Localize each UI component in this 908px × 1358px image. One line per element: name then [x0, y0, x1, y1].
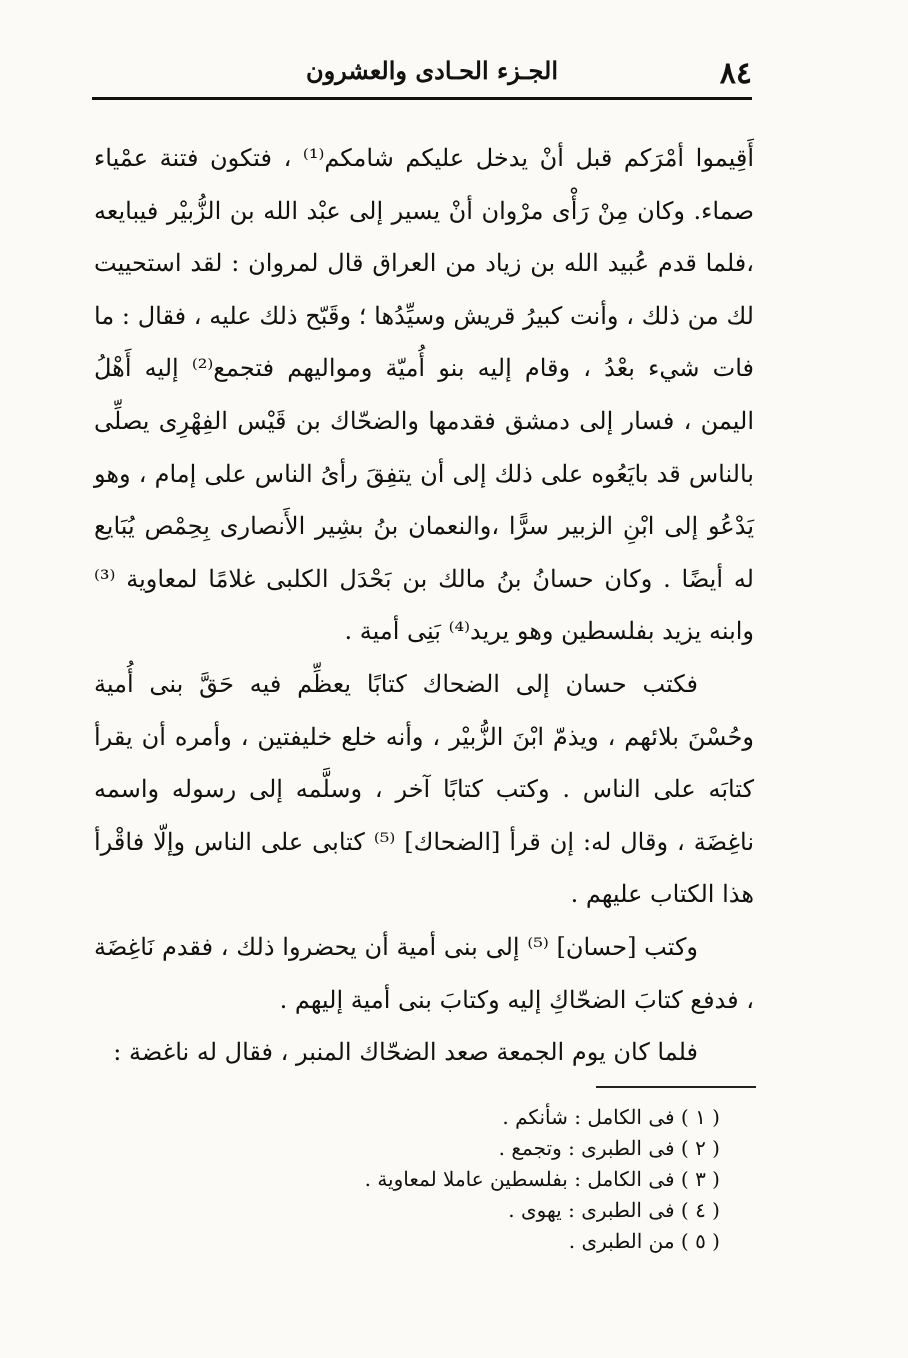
footnote-3: ( ٣ ) فى الكامل : بفلسطين عاملا لمعاوية .	[364, 1167, 720, 1191]
footnote-divider	[596, 1086, 756, 1088]
running-title: الجـزء الحـادى والعشرون	[305, 56, 559, 85]
footnote-1: ( ١ ) فى الكامل : شأنكم .	[502, 1105, 720, 1129]
footnote-2: ( ٢ ) فى الطبرى : وتجمع .	[498, 1136, 720, 1160]
paragraph-4: فلما كان يوم الجمعة صعد الضحّاك المنبر ، فقال له ناغضة :	[113, 1038, 698, 1067]
paragraph-2: فكتب حسان إلى الضحاك كتابًا يعظِّم فيه حَقَّ بنى أُمية وحُسْنَ بلائهم ، ويذمّ ابْنَ الزُّبيْر ، وأنه خلع خليفتين ، وأمره أن يقرأ كتابَه على الناس . وكتب كتابًا آخر ، وسلَّمه إلى رسوله واسمه ناغِضَة ، وقال له: إن قرأ [الضحاك] ⁽⁵⁾ كتابى على الناس وإلّا فاقْرأ هذا الكتاب عليهم .	[94, 669, 755, 909]
header-divider	[92, 97, 752, 100]
main-text	[94, 132, 754, 1079]
paragraph-3: وكتب [حسان] ⁽⁵⁾ إلى بنى أمية أن يحضروا ذلك ، فقدم نَاغِضَة ، فدفع كتابَ الضحّاكِ إليه وكتابَ بنى أمية إليهم .	[94, 932, 754, 1014]
page-number: ٨٤	[719, 56, 752, 91]
page-header	[92, 50, 752, 96]
paragraph-1: أَقِيموا أمْرَكم قبل أنْ يدخل عليكم شامكم⁽¹⁾ ، فتكون فتنة عمْياء صماء. وكان مِنْ رَأْى مرْوان أنْ يسير إلى عبْد الله بن الزُّبيْر فيبايعه ،فلما قدم عُبيد الله بن زياد من العراق قال لمروان : لقد استحييت لك من ذلك ، وأنت كبيرُ قريش وسيِّدُها ؛ وقَبّح ذلك عليه ، فقال : ما فات شيء بعْدُ ، وقام إليه بنو أُميّة ومواليهم فتجمع⁽²⁾ إليه أَهْلُ اليمن ، فسار إلى دمشق فقدمها والضحّاك بن قَيْس الفِهْرِى يصلِّى بالناس قد بايَعُوه على ذلك إلى أن يتفِقَ رأىُ الناس على إمام ، وهو يَدْعُو إلى ابْنِ الزبير سرًّا ،والنعمان بنُ بشِير الأَنصارى بِحِمْص يُبَايع له أيضًا . وكان حسانُ بنُ مالك بن بَحْدَل الكلبى غلامًا لمعاوية ⁽³⁾ وابنه يزيد بفلسطين وهو يريد⁽⁴⁾ بَنِى أمية .	[94, 144, 754, 646]
footnotes	[300, 1102, 720, 1257]
footnote-4: ( ٤ ) فى الطبرى : يهوى .	[508, 1198, 720, 1222]
footnote-5: ( ٥ ) من الطبرى .	[568, 1229, 720, 1253]
